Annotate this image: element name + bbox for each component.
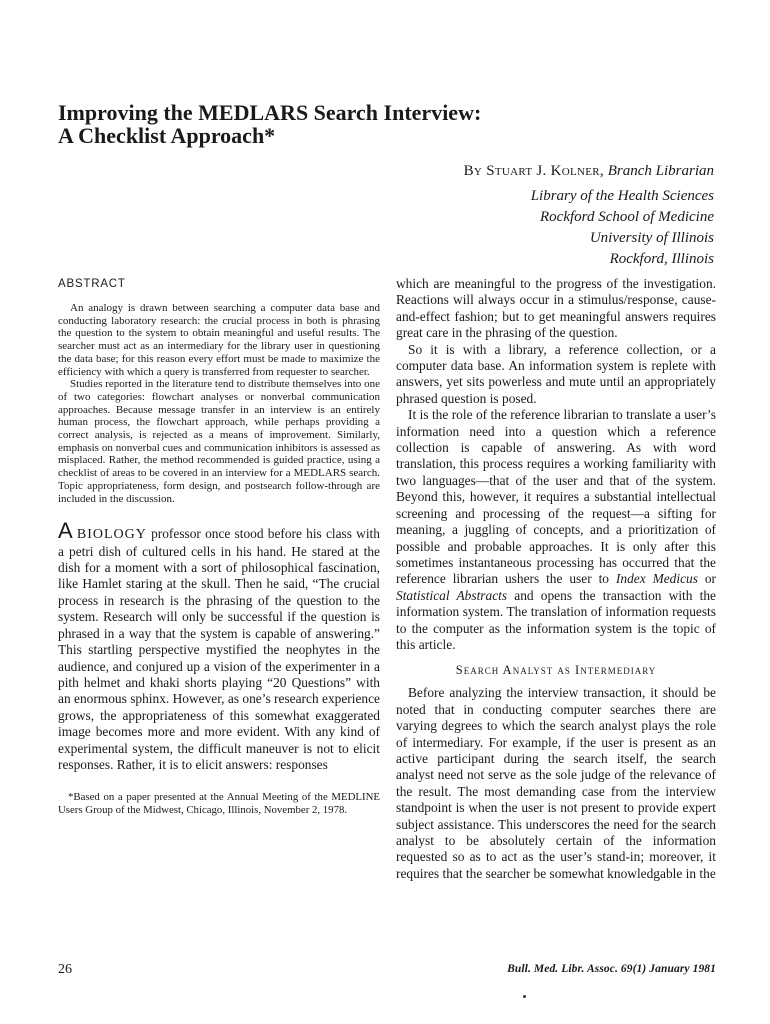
abstract-heading: ABSTRACT	[58, 278, 126, 290]
page-number: 26	[58, 962, 72, 977]
footnote: *Based on a paper presented at the Annual Meeting of the MEDLINE Users Group of the Midwest, Chicago, Illinois, November 2, 1978.	[58, 791, 380, 817]
affiliation-line: Rockford, Illinois	[609, 251, 714, 267]
drop-cap: A	[58, 518, 73, 544]
affiliation-line: University of Illinois	[589, 230, 714, 246]
body-paragraph: So it is with a library, a reference collection, or a computer data base. An information system is replete with answers, yet sits powerless and mute until an appropriately phrased question is posed.	[396, 341, 716, 406]
body-text: and opens the transaction with the information system. The translation of information requests to the computer as the information system is the topic of this article.	[396, 587, 716, 652]
author-affiliation	[294, 186, 714, 270]
body-text: It is the role of the reference librarian to translate a user’s information need into a question which a reference collection is capable of answering. As with word translation, this process requires a working familiarity with two languages—that of the user and that of the system. Beyond this, however, it requires a substantial intellectual screening and processing of the request—a sifting for meaning, a juggling of concepts, and a prioritization of possible and probable approaches. It is only after this sometimes instantaneous processing has occurred that the reference librarian ushers the user to	[396, 407, 716, 587]
statistical-abstracts-title: Statistical Abstracts	[396, 587, 508, 603]
section-heading: Search Analyst as Intermediary	[455, 663, 657, 678]
title-line-2: A Checklist Approach*	[58, 123, 276, 148]
author-byline	[294, 161, 714, 181]
abstract	[58, 278, 380, 505]
journal-citation: Bull. Med. Libr. Assoc. 69(1) January 1981	[507, 963, 716, 975]
author-name: By Stuart J. Kolner,	[463, 163, 604, 179]
affiliation-line: Library of the Health Sciences	[530, 188, 714, 204]
index-medicus-title: Index Medicus	[615, 571, 698, 587]
left-column	[58, 276, 380, 817]
article-title	[58, 101, 718, 147]
author-role: Branch Librarian	[607, 163, 714, 179]
affiliation-line: Rockford School of Medicine	[540, 209, 714, 225]
abstract-paragraph: Studies reported in the literature tend to distribute themselves into one of two categories: flowchart analyses or nonverbal communication approaches. Because message transfer in an interview is an entirely human process, the flowchart approach, while perhaps providing a correct analysis, is rejected as a means of improvement. Similarly, emphasis on nonverbal cues and communication inhibitors is assessed as misplaced. Rather, the method recommended is guided practice, using a checklist of areas to be covered in an interview for a MEDLARS search. Topic appropriateness, form design, and postsearch follow-through are included in the discussion.	[58, 378, 380, 505]
opening-paragraph-text: professor once stood before his class with a petri dish of cultured cells in his hand. He stared at the dish for a moment with a sort of philosophical fascination, like Hamlet staring at the skull. Then he said, “The crucial process in research is the phrasing of the question to the system. Research will only be successful if the question is phrased in a way that the system is capable of answering.” This startling perspective mystified the neophytes in the audience, and conjured up a vision of the experimenter in a pith helmet and khaki shorts playing “20 Questions” with an enormous sphinx. However, as one’s research experience grows, the appropriateness of this somewhat exaggerated image becomes more and more evident. With any kind of experimental system, the difficult maneuver is not to elicit responses. Rather, it is to elicit answers: responses	[58, 526, 380, 772]
opening-paragraph	[58, 518, 380, 773]
body-paragraph	[396, 407, 716, 653]
right-column	[396, 276, 716, 882]
title-line-1: Improving the MEDLARS Search Interview:	[58, 100, 482, 125]
lead-words: BIOLOGY	[76, 527, 147, 543]
body-text-left	[58, 518, 380, 817]
conjunction: or	[704, 571, 717, 587]
scan-speck	[523, 995, 526, 998]
body-paragraph: which are meaningful to the progress of the investigation. Reactions will always occur in a stimulus/response, cause-and-effect fashion; but to get meaningful answers requires great care in the phrasing of the question.	[396, 276, 716, 341]
abstract-paragraph: An analogy is drawn between searching a computer data base and conducting laboratory research: the crucial process in both is phrasing the question to the system to obtain meaningful and useful results. The searcher must act as an intermediary for the library user in questioning the data base; for this reason every effort must be made to maximize the efficiency with which a query is transferred from requester to searcher.	[58, 302, 380, 378]
body-paragraph: Before analyzing the interview transaction, it should be noted that in conducting computer searches there are varying degrees to which the search analyst plays the role of intermediary. For example, if the user is present as an active participant during the search itself, the search analyst need not serve as the sole judge of the relevance of the result. The most demanding case from the interview standpoint is when the user is not present to provide expert subject assistance. This underscores the need for the search analyst to be absolutely certain of the information requested so as to act as the user’s stand-in; moreover, it requires that the searcher be somewhat knowledgable in the	[396, 685, 716, 881]
